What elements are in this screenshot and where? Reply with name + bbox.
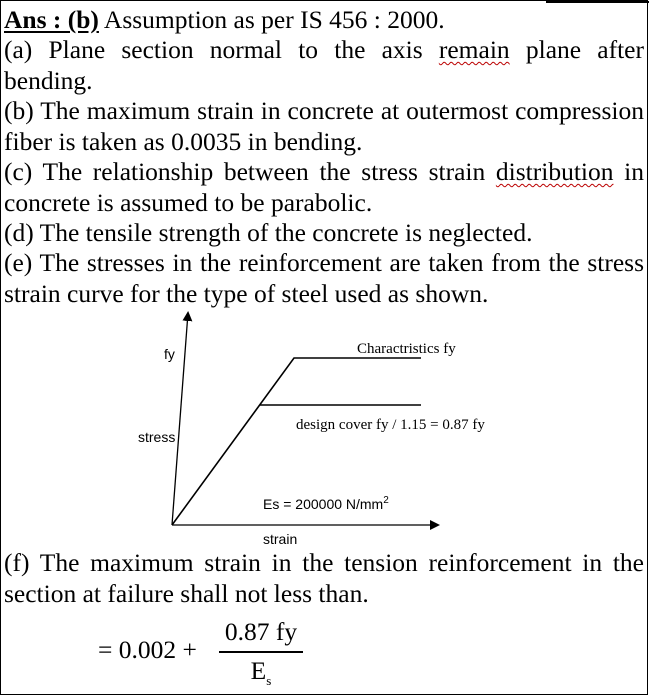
item-a-text: (a) Plane section normal to the axis	[4, 35, 439, 64]
item-b: (b) The maximum strain in concrete at outermost compression fiber is taken as 0.0035 in bending.	[4, 96, 644, 156]
item-c	[4, 157, 644, 218]
formula-numerator: 0.87 fy	[224, 617, 298, 646]
item-d: (d) The tensile strength of the concrete is neglected.	[4, 218, 533, 247]
answer-heading	[4, 5, 644, 36]
y-axis-label: fy	[164, 346, 175, 362]
stress-strain-diagram	[1, 301, 649, 551]
formula-lhs: = 0.002 +	[98, 635, 197, 664]
item-a-underlined-word: remain	[438, 35, 510, 64]
y-axis	[172, 313, 188, 525]
x-axis-title: strain	[263, 531, 298, 547]
item-c-text: (c) The relationship between the stress strain	[4, 157, 496, 186]
y-axis-title: stress	[138, 429, 176, 445]
top-border-accent	[546, 1, 649, 3]
modulus-label	[263, 495, 389, 512]
answer-label: Ans : (b)	[4, 5, 99, 34]
modulus-label-superscript: 2	[383, 495, 389, 506]
formula-fraction	[219, 617, 303, 696]
fraction-bar	[219, 651, 303, 653]
denominator-main: E	[250, 655, 267, 685]
item-c-underlined-word: distribution	[495, 157, 614, 186]
formula-denominator	[219, 656, 303, 696]
item-f: (f) The maximum strain in the tension reinforcement in the section at failure shall not less than.	[4, 548, 644, 608]
characteristic-label: Charactristics fy	[357, 341, 456, 357]
item-a	[4, 35, 644, 96]
item-e: (e) The stresses in the reinforcement are taken from the stress strain curve for the type of steel used as shown.	[4, 248, 644, 308]
item-a-text-end: plane after bending.	[4, 35, 644, 95]
item-c-text-end: in concrete is assumed to be parabolic.	[4, 157, 644, 217]
design-label: design cover fy / 1.15 = 0.87 fy	[296, 417, 485, 433]
modulus-label-text: Es = 200000 N/mm	[263, 496, 384, 512]
denominator-subscript: s	[266, 672, 272, 688]
answer-text: Assumption as per IS 456 : 2000.	[98, 5, 445, 34]
